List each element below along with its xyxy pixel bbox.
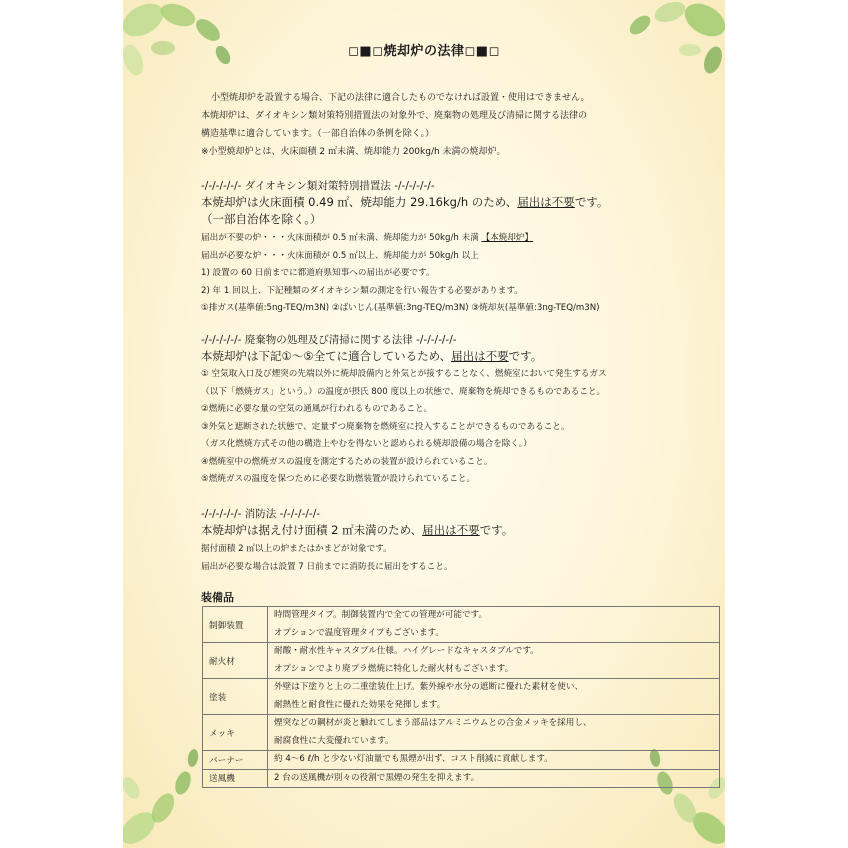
fire-details bbox=[201, 541, 453, 576]
fire-detail-line: 届出が必要な場合は設置 7 日前までに消防長に届出をすること。 bbox=[201, 561, 453, 572]
fire-detail-line: 据付面積 2 ㎡以上の炉またはかまどが対象です。 bbox=[201, 544, 392, 554]
table-row bbox=[203, 751, 720, 770]
waste-detail-line: ① 空気取入口及び煙突の先端以外に焼却設備内と外気とが接することなく、燃焼室において発生するガス bbox=[201, 369, 607, 379]
equipment-description bbox=[268, 643, 720, 679]
equipment-description-line: オプションで温度管理タイプもございます。 bbox=[274, 627, 444, 638]
dioxin-details bbox=[201, 230, 600, 318]
equipment-description-line: 時間管理タイプ。制御装置内で全ての管理が可能です。 bbox=[274, 610, 488, 620]
dioxin-no-filing: 届出は不要 bbox=[517, 195, 575, 209]
waste-detail-line: ③外気と遮断された状態で、定量ずつ廃棄物を燃焼室に投入することができるものであること。 bbox=[201, 421, 570, 432]
intro-line: ※小型焼却炉とは、火床面積 2 ㎡未満、焼却能力 200kg/h 未満の焼却炉。 bbox=[201, 147, 506, 157]
equipment-name: 塗装 bbox=[203, 679, 268, 715]
waste-details bbox=[201, 366, 607, 489]
waste-conclusion-end: です。 bbox=[508, 349, 543, 363]
intro-line: 構造基準に適合しています。（一部自治体の条例を除く。） bbox=[201, 129, 435, 139]
waste-detail-line: ④燃焼室中の燃焼ガスの温度を測定するための装置が設けられていること。 bbox=[201, 456, 493, 467]
equipment-description bbox=[268, 751, 720, 770]
table-row bbox=[203, 769, 720, 788]
equipment-title: 装備品 bbox=[201, 591, 234, 604]
intro-line: 小型焼却炉を設置する場合、下記の法律に適合したものでなければ設置・使用はできません。 bbox=[211, 93, 590, 103]
equipment-name: メッキ bbox=[203, 715, 268, 751]
waste-detail-line: ②燃焼に必要な量の空気の通風が行われるものであること。 bbox=[201, 404, 433, 414]
this-furnace-tag: 【本焼却炉】 bbox=[481, 233, 534, 243]
waste-heading: -/-/-/-/-/- 廃棄物の処理及び清掃に関する法律 -/-/-/-/-/- bbox=[201, 334, 457, 346]
page-title: ◻■◻焼却炉の法律◻■◻ bbox=[348, 44, 500, 59]
intro-line: 本焼却炉は、ダイオキシン類対策特別措置法の対象外で、廃棄物の処理及び清掃に関する法律の bbox=[201, 111, 588, 121]
equipment-name: 送風機 bbox=[203, 769, 268, 788]
dioxin-conclusion-end: です。 bbox=[574, 195, 609, 209]
equipment-name: 制御装置 bbox=[203, 607, 268, 643]
dioxin-detail-line: 届出が不要の炉・・・火床面積が 0.5 ㎡未満、焼却能力が 50kg/h 未満 bbox=[201, 233, 482, 243]
equipment-description-line: 耐腐食性に大変優れています。 bbox=[274, 735, 394, 746]
table-row bbox=[203, 679, 720, 715]
dioxin-heading: -/-/-/-/-/- ダイオキシン類対策特別措置法 -/-/-/-/-/- bbox=[201, 180, 435, 192]
equipment-description bbox=[268, 679, 720, 715]
equipment-description-line: 2 台の送風機が別々の役割で黒煙の発生を抑えます。 bbox=[274, 772, 480, 783]
waste-conclusion bbox=[201, 348, 542, 365]
intro-text bbox=[201, 89, 701, 161]
equipment-description-line: オプションでより廃プラ燃焼に特化した耐火材もございます。 bbox=[274, 663, 514, 674]
fire-no-filing: 届出は不要 bbox=[422, 523, 480, 537]
equipment-description-line: 耐酸・耐水性キャスタブル仕様。ハイグレードなキャスタブルです。 bbox=[274, 646, 539, 656]
equipment-description-line: 耐熱性と耐食性に優れた効果を発揮します。 bbox=[274, 699, 446, 710]
equipment-description bbox=[268, 769, 720, 788]
dioxin-detail-line: 届出が必要な炉・・・火床面積が 0.5 ㎡以上、焼却能力が 50kg/h 以上 bbox=[201, 250, 479, 261]
equipment-name: 耐火材 bbox=[203, 643, 268, 679]
table-row bbox=[203, 715, 720, 751]
dioxin-detail-line: 2) 年 1 回以上、下記種類のダイオキシン類の測定を行い報告する必要があります。 bbox=[201, 285, 523, 296]
table-row bbox=[203, 643, 720, 679]
fire-conclusion-text: 本焼却炉は据え付け面積 2 ㎡未満のため、 bbox=[201, 523, 423, 537]
fire-conclusion bbox=[201, 522, 513, 539]
equipment-description-line: 約 4～6 ℓ/h と少ない灯油量でも黒煙が出ず、コスト削減に貢献します。 bbox=[274, 754, 553, 764]
dioxin-conclusion bbox=[201, 194, 608, 228]
table-row bbox=[203, 607, 720, 643]
equipment-table bbox=[202, 606, 720, 788]
waste-conclusion-text: 本焼却炉は下記①～⑤全てに適合しているため、 bbox=[201, 349, 452, 363]
dioxin-exception: （一部自治体を除く。） bbox=[201, 212, 322, 226]
dioxin-conclusion-text: 本焼却炉は火床面積 0.49 ㎡、焼却能力 29.16kg/h のため、 bbox=[201, 195, 518, 209]
fire-heading: -/-/-/-/-/- 消防法 -/-/-/-/-/- bbox=[201, 508, 321, 520]
equipment-description-line: 煙突などの鋼材が炎と触れてしまう部品はアルミニウムとの合金メッキを採用し、 bbox=[274, 718, 592, 728]
equipment-description-line: 外壁は下塗りと上の二重塗装仕上げ。紫外線や水分の遮断に優れた素材を使い、 bbox=[274, 682, 584, 692]
dioxin-detail-line: 1) 設置の 60 日前までに都道府県知事への届出が必要です。 bbox=[201, 268, 435, 278]
equipment-description bbox=[268, 715, 720, 751]
dioxin-detail-line: ①排ガス(基準値:5ng-TEQ/m3N) ②ばいじん(基準値:3ng-TEQ/m3N) ③焼却灰(基準値:3ng-TEQ/m3N) bbox=[201, 303, 600, 313]
waste-detail-line: ⑤燃焼ガスの温度を保つために必要な助燃装置が設けられていること。 bbox=[201, 474, 476, 484]
equipment-name: バーナー bbox=[203, 751, 268, 770]
waste-detail-line: （以下「燃焼ガス」という。）の温度が摂氏 800 度以上の状態で、廃棄物を焼却できるものであること。 bbox=[201, 386, 606, 397]
document-page bbox=[123, 0, 725, 848]
waste-no-filing: 届出は不要 bbox=[451, 349, 509, 363]
fire-conclusion-end: です。 bbox=[479, 523, 514, 537]
equipment-description bbox=[268, 607, 720, 643]
waste-detail-line: （ガス化燃焼方式その他の構造上やむを得ないと認められる焼却設備の場合を除く。） bbox=[201, 439, 532, 449]
